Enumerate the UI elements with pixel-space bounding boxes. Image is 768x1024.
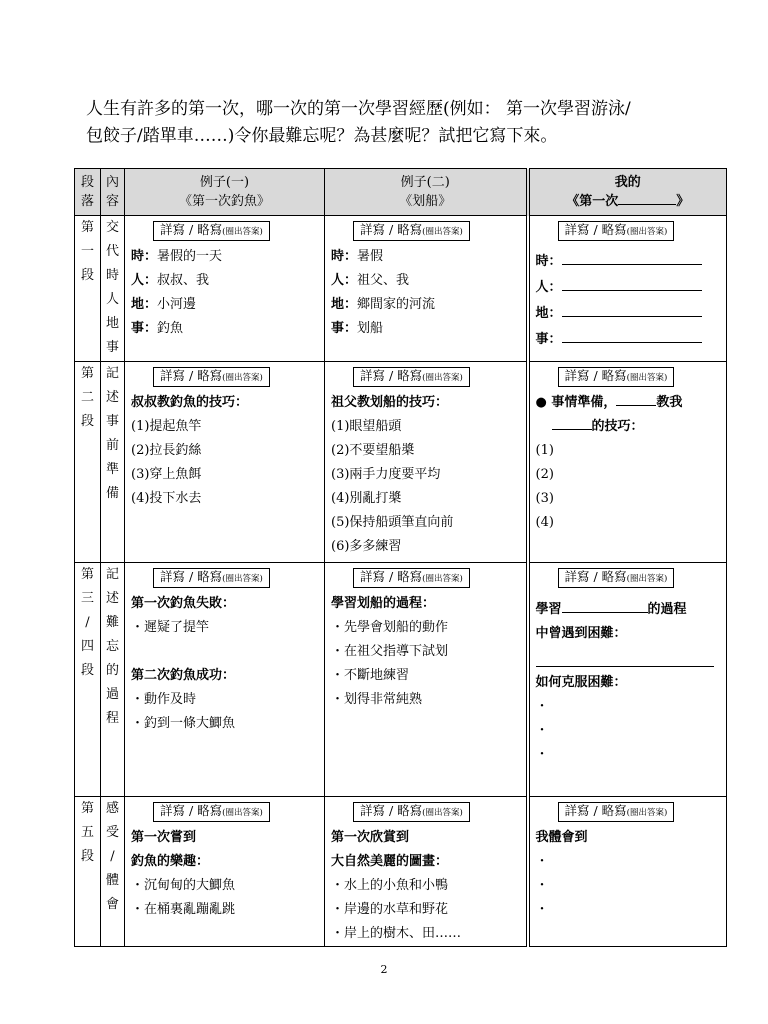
worksheet-table (74, 168, 727, 947)
detail-brief-tag: 詳寫 / 略寫(圈出答案) (353, 367, 470, 387)
header-paragraph: 段 落 (75, 169, 101, 216)
example-1-cell: 詳寫 / 略寫(圈出答案) 時：暑假的一天 人：叔叔、我 地：小河邊 事：釣魚 (125, 216, 325, 362)
mine-cell[interactable]: 詳寫 / 略寫(圈出答案) 時： 人： 地： 事： (528, 216, 727, 362)
page-number: 2 (380, 963, 388, 976)
para-label: 第 五 段 (75, 797, 101, 947)
row-paragraph-2 (75, 362, 727, 563)
example-1-subtitle: 《第一次釣魚》 (178, 194, 270, 209)
detail-brief-tag[interactable]: 詳寫 / 略寫(圈出答案) (558, 802, 675, 822)
header-example-2 (325, 169, 528, 216)
mine-cell[interactable]: 詳寫 / 略寫(圈出答案) 我體會到 ・ ・ ・ (528, 797, 727, 947)
para-label: 第 二 段 (75, 362, 101, 563)
row-paragraph-1 (75, 216, 727, 362)
detail-brief-tag[interactable]: 詳寫 / 略寫(圈出答案) (558, 367, 675, 387)
example-2-subtitle: 《划船》 (399, 194, 452, 209)
content-label: 感 受 / 體 會 (101, 797, 125, 947)
row-paragraph-3-4 (75, 563, 727, 797)
header-row (75, 169, 727, 216)
content-label: 交 代 時 人 地 事 (101, 216, 125, 362)
header-content: 內 容 (101, 169, 125, 216)
example-2-cell: 詳寫 / 略寫(圈出答案) 學習划船的過程： ・先學會划船的動作 ・在祖父指導下試划 ・不斷地練習 ・划得非常純熟 (325, 563, 528, 797)
detail-brief-tag: 詳寫 / 略寫(圈出答案) (153, 367, 270, 387)
header-mine (528, 169, 727, 216)
content-label: 記 述 難 忘 的 過 程 (101, 563, 125, 797)
detail-brief-tag[interactable]: 詳寫 / 略寫(圈出答案) (558, 568, 675, 588)
detail-brief-tag: 詳寫 / 略寫(圈出答案) (153, 221, 270, 241)
detail-brief-tag: 詳寫 / 略寫(圈出答案) (153, 802, 270, 822)
example-1-cell: 詳寫 / 略寫(圈出答案) 第一次嘗到 釣魚的樂趣： ・沉甸甸的大鯽魚 ・在桶裏亂蹦亂跳 (125, 797, 325, 947)
detail-brief-tag: 詳寫 / 略寫(圈出答案) (353, 802, 470, 822)
row-paragraph-5 (75, 797, 727, 947)
instructions-line-1: 人生有許多的第一次，哪一次的第一次學習經歷(例如： 第一次學習游泳/ (86, 99, 631, 119)
detail-brief-tag: 詳寫 / 略寫(圈出答案) (153, 568, 270, 588)
detail-brief-tag[interactable]: 詳寫 / 略寫(圈出答案) (558, 221, 675, 241)
mine-cell[interactable]: 詳寫 / 略寫(圈出答案) 學習 的過程 中曾遇到困難： 如何克服困難： ・ ・ ・ (528, 563, 727, 797)
example-2-cell: 詳寫 / 略寫(圈出答案) 祖父教划船的技巧： (1)眼望船頭 (2)不要望船槳 (3)兩手力度要平均 (4)別亂打槳 (5)保持船頭筆直向前 (6)多多練習 (325, 362, 528, 563)
detail-brief-tag: 詳寫 / 略寫(圈出答案) (353, 568, 470, 588)
example-2-title: 例子(二) (400, 175, 450, 190)
example-1-title: 例子(一) (199, 175, 250, 190)
para-label: 第 一 段 (75, 216, 101, 362)
mine-subtitle: 《第一次 》 (566, 194, 690, 209)
example-2-cell: 詳寫 / 略寫(圈出答案) 第一次欣賞到 大自然美麗的圖畫： ・水上的小魚和小鴨 ・岸邊的水草和野花 ・岸上的樹木、田…… (325, 797, 528, 947)
mine-cell[interactable]: 詳寫 / 略寫(圈出答案) ● 事情準備， 教我 的技巧： (1) (2) (3) (4) (528, 362, 727, 563)
example-1-cell: 詳寫 / 略寫(圈出答案) 叔叔教釣魚的技巧： (1)提起魚竿 (2)拉長釣絲 (3)穿上魚餌 (4)投下水去 (125, 362, 325, 563)
example-1-cell: 詳寫 / 略寫(圈出答案) 第一次釣魚失敗： ・遲疑了提竿 第二次釣魚成功： ・動作及時 ・釣到一條大鯽魚 (125, 563, 325, 797)
answer-line[interactable] (536, 666, 715, 667)
header-example-1 (125, 169, 325, 216)
instructions-line-2: 包餃子/踏單車……)令你最難忘呢？為甚麼呢？試把它寫下來。 (86, 126, 558, 146)
mine-title: 我的 (614, 175, 641, 190)
example-2-cell: 詳寫 / 略寫(圈出答案) 時：暑假 人：祖父、我 地：鄉間家的河流 事：划船 (325, 216, 528, 362)
para-label: 第 三 / 四 段 (75, 563, 101, 797)
instructions (86, 96, 726, 150)
content-label: 記 述 事 前 準 備 (101, 362, 125, 563)
detail-brief-tag: 詳寫 / 略寫(圈出答案) (353, 221, 470, 241)
bullet-icon: ● (535, 395, 547, 410)
